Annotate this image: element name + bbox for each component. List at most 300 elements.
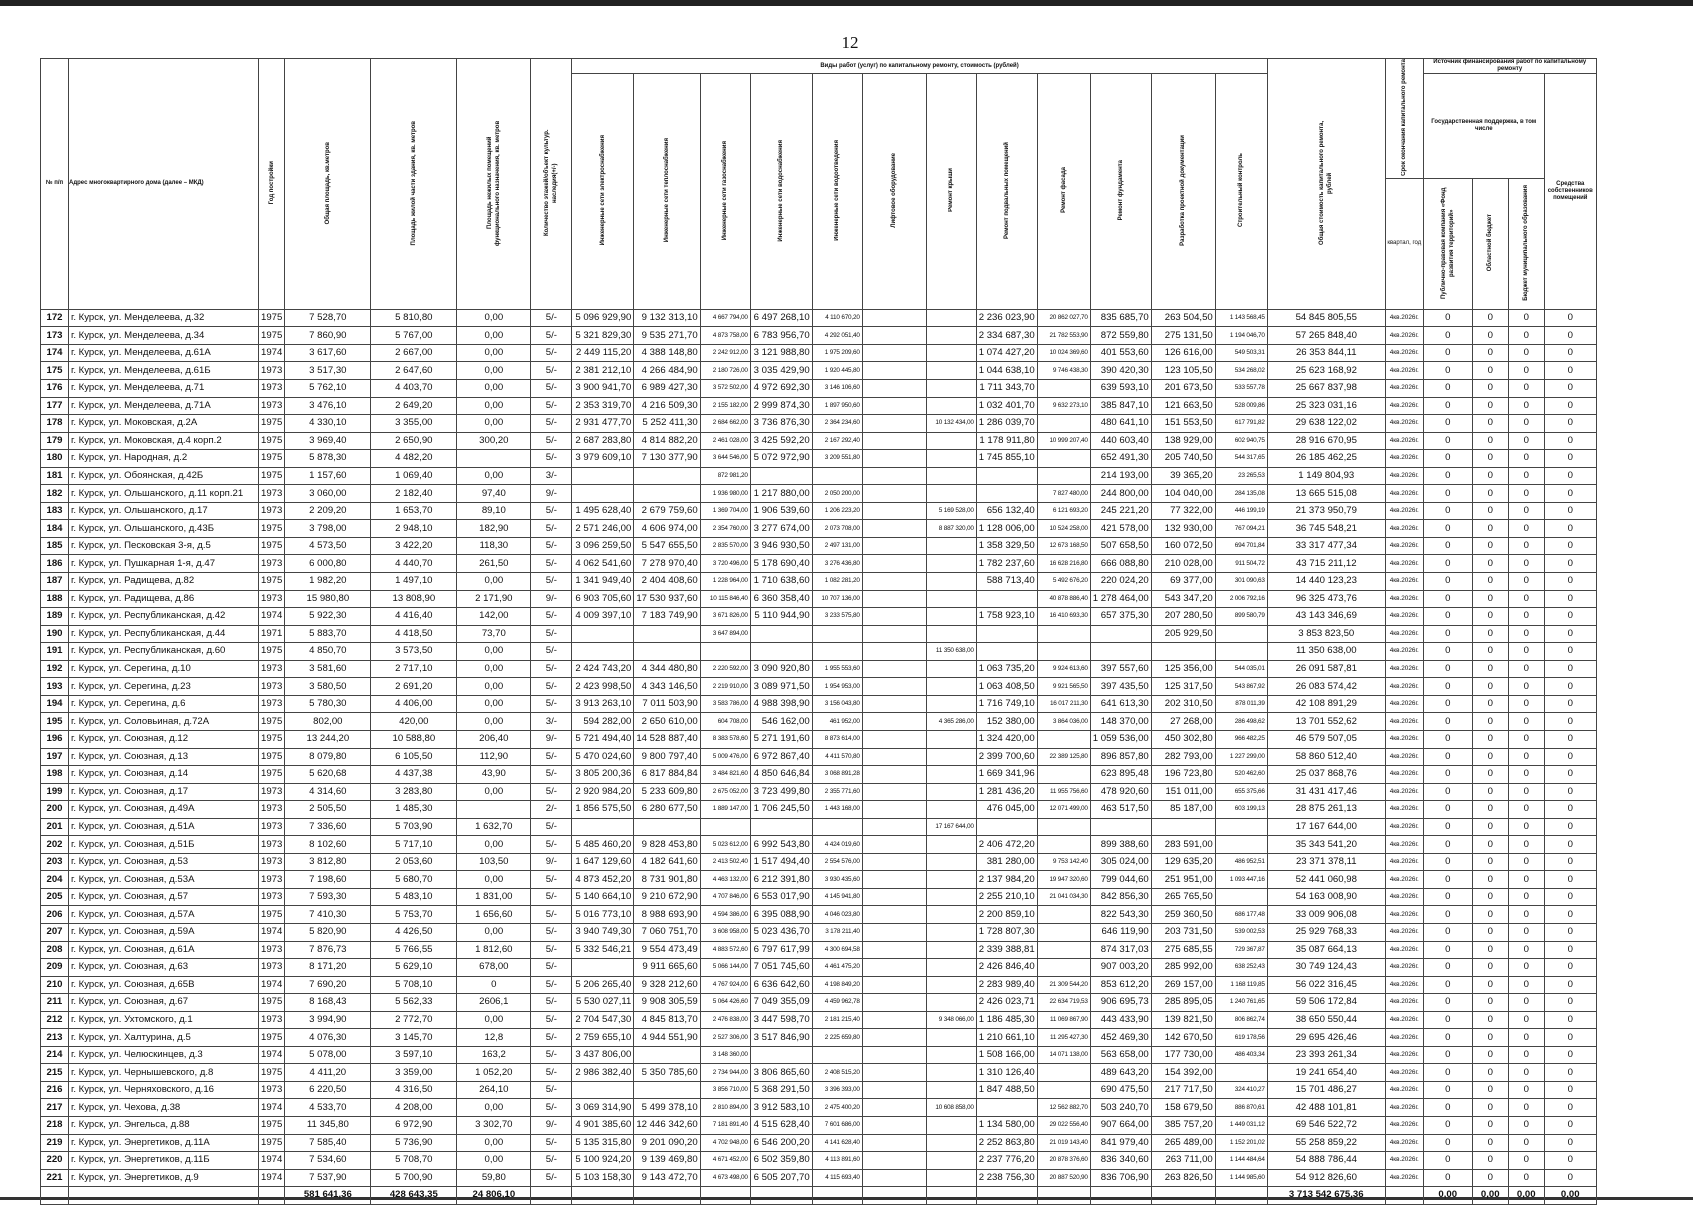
cell-area-nonresidential: 0,00 [457,1099,531,1117]
cell-cost-foundation: 1 059 536,00 [1090,730,1151,748]
cell-area-total: 5 762,10 [285,380,371,398]
cell-deadline: 4кв.2026г. [1385,432,1423,450]
cell-cost-control: 1 194 046,70 [1215,327,1267,345]
cell-cost-water: 4 850 646,84 [750,766,812,784]
cell-address: г. Курск, ул. Радищева, д.82 [69,573,259,591]
cell-cost-lift [862,520,926,538]
cell-address: г. Курск, ул. Энергетиков, д.11А [69,1134,259,1152]
cell-cost-water: 1 706 245,50 [750,801,812,819]
cell-cost-basement: 2 137 984,20 [976,871,1037,889]
cell-year-built: 1975 [259,573,285,591]
cell-cost-control: 1 143 568,45 [1215,309,1267,327]
cell-cost-control: 486 403,34 [1215,1046,1267,1064]
cell-cost-sewer: 4 141 628,40 [812,1134,862,1152]
cell-cost-electric: 3 940 749,30 [572,923,634,941]
cell-cost-control: 966 482,25 [1215,730,1267,748]
cell-cost-basement: 1 134 580,00 [976,1116,1037,1134]
cell-area-nonresidential: 1 812,60 [457,941,531,959]
cell-cost-facade: 21 041 034,30 [1037,888,1090,906]
cell-cost-sewer: 4 198 849,20 [812,976,862,994]
cell-row-number: 184 [41,520,69,538]
cell-cost-total: 25 623 168,92 [1267,362,1385,380]
cell-floors-heritage: 5/- [531,818,572,836]
cell-src-regional: 0 [1472,1152,1508,1170]
cell-cost-water: 4 515 628,40 [750,1116,812,1134]
cell-cost-water: 6 992 543,80 [750,836,812,854]
cell-cost-design: 121 663,50 [1151,397,1215,415]
cell-cost-roof [926,766,976,784]
total-fund: 0,00 [1423,1187,1472,1205]
cell-src-fund: 0 [1423,976,1472,994]
cell-cost-water: 5 110 944,90 [750,608,812,626]
cell-src-fund: 0 [1423,678,1472,696]
cell-cost-total: 33 317 477,34 [1267,537,1385,555]
cell-cost-sewer: 2 497 131,00 [812,537,862,555]
cell-area-residential: 2 649,20 [371,397,457,415]
cell-deadline: 4кв.2026г. [1385,801,1423,819]
table-row [41,450,1597,468]
cell-floors-heritage: 5/- [531,608,572,626]
cell-floors-heritage: 9/- [531,853,572,871]
cell-cost-heating: 4 344 480,80 [634,660,700,678]
cell-cost-lift [862,766,926,784]
cell-area-nonresidential: 103,50 [457,853,531,871]
cell-src-owners: 0 [1544,923,1596,941]
cell-src-municipal: 0 [1508,1152,1544,1170]
cell-deadline: 4кв.2026г. [1385,643,1423,661]
cell-address: г. Курск, ул. Менделеева, д.61А [69,344,259,362]
cell-cost-electric [572,485,634,503]
cell-src-owners: 0 [1544,783,1596,801]
cell-src-regional: 0 [1472,836,1508,854]
cell-area-residential: 5 753,70 [371,906,457,924]
cell-year-built: 1973 [259,380,285,398]
cell-src-fund: 0 [1423,643,1472,661]
cell-area-total: 7 585,40 [285,1134,371,1152]
cell-cost-basement: 1 711 343,70 [976,380,1037,398]
cell-cost-foundation: 421 578,00 [1090,520,1151,538]
cell-cost-total: 17 167 644,00 [1267,818,1385,836]
cell-cost-control: 1 168 119,85 [1215,976,1267,994]
cell-cost-basement: 1 669 341,96 [976,766,1037,784]
cell-cost-lift [862,537,926,555]
cell-cost-basement: 2 334 687,30 [976,327,1037,345]
cell-cost-facade: 10 524 258,00 [1037,520,1090,538]
cell-src-regional: 0 [1472,415,1508,433]
cell-cost-heating: 9 201 090,20 [634,1134,700,1152]
cell-cost-sewer: 2 073 708,00 [812,520,862,538]
cell-cost-foundation: 305 024,00 [1090,853,1151,871]
cell-src-owners: 0 [1544,871,1596,889]
cell-src-fund: 0 [1423,994,1472,1012]
cell-area-total: 7 690,20 [285,976,371,994]
cell-cost-electric: 3 900 941,70 [572,380,634,398]
cell-src-fund: 0 [1423,327,1472,345]
cell-address: г. Курск, ул. Черняховского, д.16 [69,1081,259,1099]
cell-cost-gas: 2 835 570,00 [700,537,750,555]
cell-cost-heating: 9 210 672,90 [634,888,700,906]
cell-cost-total: 23 371 378,11 [1267,853,1385,871]
cell-cost-design: 27 268,00 [1151,713,1215,731]
cell-address: г. Курск, ул. Союзная, д.53А [69,871,259,889]
cell-area-nonresidential: 142,00 [457,608,531,626]
cell-row-number: 187 [41,573,69,591]
cell-src-owners: 0 [1544,467,1596,485]
cell-floors-heritage: 5/- [531,625,572,643]
cell-cost-heating: 9 554 473,49 [634,941,700,959]
cell-address: г. Курск, ул. Союзная, д.51Б [69,836,259,854]
cell-area-total: 5 922,30 [285,608,371,626]
cell-area-total: 6 000,80 [285,555,371,573]
cell-area-total: 4 573,50 [285,537,371,555]
cell-cost-design: 259 360,50 [1151,906,1215,924]
cell-cost-gas: 4 702 948,00 [700,1134,750,1152]
cell-area-total: 7 593,30 [285,888,371,906]
cell-cost-water [750,467,812,485]
cell-cost-foundation: 872 559,80 [1090,327,1151,345]
cell-cost-electric: 594 282,00 [572,713,634,731]
cell-src-regional: 0 [1472,450,1508,468]
cell-area-total: 3 812,80 [285,853,371,871]
cell-src-municipal: 0 [1508,871,1544,889]
cell-row-number: 185 [41,537,69,555]
cell-cost-heating: 7 060 751,70 [634,923,700,941]
table-row [41,467,1597,485]
cell-deadline: 4кв.2026г. [1385,362,1423,380]
cell-src-regional: 0 [1472,397,1508,415]
cell-address: г. Курск, ул. Энергетиков, д.9 [69,1169,259,1187]
cell-cost-sewer: 3 156 043,80 [812,695,862,713]
cell-cost-roof [926,678,976,696]
cell-src-owners: 0 [1544,1169,1596,1187]
cell-deadline: 4кв.2026г. [1385,853,1423,871]
cell-cost-control [1215,836,1267,854]
cell-cost-total: 23 393 261,34 [1267,1046,1385,1064]
cell-cost-roof [926,1134,976,1152]
cell-cost-facade [1037,1081,1090,1099]
cell-cost-sewer: 1 920 445,80 [812,362,862,380]
cell-src-fund: 0 [1423,783,1472,801]
cell-cost-electric: 5 100 924,20 [572,1152,634,1170]
cell-cost-facade: 29 022 556,40 [1037,1116,1090,1134]
cell-cost-basement: 1 310 126,40 [976,1064,1037,1082]
cell-cost-design: 263 711,00 [1151,1152,1215,1170]
cell-cost-basement: 2 238 756,30 [976,1169,1037,1187]
cell-cost-electric: 2 759 655,10 [572,1029,634,1047]
table-header [41,59,1597,310]
cell-area-residential: 5 810,80 [371,309,457,327]
cell-area-residential: 2 772,70 [371,1011,457,1029]
cell-area-residential: 5 483,10 [371,888,457,906]
cell-cost-design: 129 635,20 [1151,853,1215,871]
cell-cost-gas: 2 734 944,00 [700,1064,750,1082]
cell-cost-gas: 5 064 426,60 [700,994,750,1012]
cell-src-regional: 0 [1472,923,1508,941]
cell-floors-heritage: 5/- [531,888,572,906]
cell-address: г. Курск, ул. Радищева, д.86 [69,590,259,608]
cell-cost-facade: 14 071 138,00 [1037,1046,1090,1064]
cell-cost-roof: 8 887 320,00 [926,520,976,538]
cell-src-fund: 0 [1423,730,1472,748]
cell-address: г. Курск, ул. Халтурина, д.5 [69,1029,259,1047]
cell-area-total: 8 171,20 [285,959,371,977]
cell-cost-water [750,643,812,661]
cell-cost-roof [926,573,976,591]
cell-cost-control: 806 862,74 [1215,1011,1267,1029]
cell-cost-foundation: 390 420,30 [1090,362,1151,380]
cell-src-owners: 0 [1544,801,1596,819]
cell-cost-facade: 12 673 168,50 [1037,537,1090,555]
cell-src-regional: 0 [1472,625,1508,643]
cell-area-total: 1 982,20 [285,573,371,591]
cell-src-owners: 0 [1544,590,1596,608]
cell-cost-basement: 1 758 923,10 [976,608,1037,626]
cell-row-number: 183 [41,502,69,520]
cell-src-municipal: 0 [1508,1081,1544,1099]
cell-cost-sewer: 461 952,00 [812,713,862,731]
cell-cost-heating: 4 388 148,80 [634,344,700,362]
cell-cost-lift [862,573,926,591]
table-row [41,959,1597,977]
table-row [41,1064,1597,1082]
cell-deadline: 4кв.2026г. [1385,959,1423,977]
cell-src-regional: 0 [1472,1081,1508,1099]
table-row [41,1099,1597,1117]
header-gas: Инженерные сети газоснабжения [722,140,729,241]
cell-cost-lift [862,906,926,924]
cell-row-number: 201 [41,818,69,836]
cell-src-fund: 0 [1423,1169,1472,1187]
cell-cost-total: 25 037 868,76 [1267,766,1385,784]
cell-cost-basement: 1 032 401,70 [976,397,1037,415]
cell-cost-design: 207 280,50 [1151,608,1215,626]
cell-cost-heating: 7 183 749,90 [634,608,700,626]
cell-deadline: 4кв.2026г. [1385,1099,1423,1117]
cell-area-nonresidential: 0,00 [457,643,531,661]
cell-cost-water: 5 072 972,90 [750,450,812,468]
cell-cost-heating [634,818,700,836]
cell-cost-control: 446 199,19 [1215,502,1267,520]
cell-cost-sewer: 4 145 941,80 [812,888,862,906]
cell-year-built: 1973 [259,871,285,889]
cell-cost-facade: 7 827 480,00 [1037,485,1090,503]
cell-src-fund: 0 [1423,695,1472,713]
cell-floors-heritage: 5/- [531,1099,572,1117]
cell-cost-heating: 9 535 271,70 [634,327,700,345]
cell-src-fund: 0 [1423,608,1472,626]
cell-cost-design: 450 302,80 [1151,730,1215,748]
cell-cost-sewer: 2 475 400,20 [812,1099,862,1117]
cell-floors-heritage: 5/- [531,573,572,591]
table-row [41,573,1597,591]
cell-cost-heating: 2 679 759,60 [634,502,700,520]
cell-cost-gas: 4 673 498,00 [700,1169,750,1187]
cell-cost-foundation: 652 491,30 [1090,450,1151,468]
cell-row-number: 189 [41,608,69,626]
cell-cost-heating [634,485,700,503]
cell-cost-heating [634,1081,700,1099]
table-row [41,590,1597,608]
cell-floors-heritage: 5/- [531,309,572,327]
cell-src-municipal: 0 [1508,397,1544,415]
cell-address: г. Курск, ул. Серегина, д.6 [69,695,259,713]
cell-cost-gas: 10 115 846,40 [700,590,750,608]
cell-src-regional: 0 [1472,1134,1508,1152]
table-row [41,362,1597,380]
cell-cost-total: 57 265 848,40 [1267,327,1385,345]
cell-area-nonresidential: 264,10 [457,1081,531,1099]
cell-cost-water: 1 517 494,40 [750,853,812,871]
cell-row-number: 203 [41,853,69,871]
cell-cost-electric: 3 805 200,36 [572,766,634,784]
cell-src-owners: 0 [1544,959,1596,977]
cell-area-nonresidential: 118,30 [457,537,531,555]
cell-row-number: 176 [41,380,69,398]
cell-area-total: 4 850,70 [285,643,371,661]
cell-src-municipal: 0 [1508,432,1544,450]
cell-area-residential: 3 355,00 [371,415,457,433]
cell-area-nonresidential: 0,00 [457,380,531,398]
cell-cost-facade: 10 999 207,40 [1037,432,1090,450]
cell-cost-design: 285 992,00 [1151,959,1215,977]
cell-cost-total: 28 875 261,13 [1267,801,1385,819]
cell-address: г. Курск, ул. Республиканская, д.42 [69,608,259,626]
cell-cost-water: 3 121 988,80 [750,344,812,362]
cell-src-municipal: 0 [1508,502,1544,520]
cell-row-number: 208 [41,941,69,959]
cell-cost-control [1215,625,1267,643]
cell-cost-basement: 1 728 807,30 [976,923,1037,941]
cell-cost-facade: 21 782 553,90 [1037,327,1090,345]
cell-deadline: 4кв.2026г. [1385,502,1423,520]
cell-cost-electric: 2 986 382,40 [572,1064,634,1082]
cell-src-municipal: 0 [1508,906,1544,924]
cell-area-total: 3 798,00 [285,520,371,538]
cell-address: г. Курск, ул. Союзная, д.17 [69,783,259,801]
cell-cost-foundation: 907 003,20 [1090,959,1151,977]
cell-src-fund: 0 [1423,748,1472,766]
cell-area-total: 5 078,00 [285,1046,371,1064]
cell-src-municipal: 0 [1508,415,1544,433]
cell-src-owners: 0 [1544,1152,1596,1170]
cell-cost-control: 1 240 761,65 [1215,994,1267,1012]
cell-area-total: 8 079,80 [285,748,371,766]
cell-cost-facade [1037,766,1090,784]
cell-cost-facade: 16 017 211,30 [1037,695,1090,713]
cell-deadline: 4кв.2026г. [1385,976,1423,994]
cell-cost-water: 6 553 017,90 [750,888,812,906]
cell-area-residential: 4 426,50 [371,923,457,941]
cell-cost-electric: 1 341 949,40 [572,573,634,591]
table-row [41,537,1597,555]
cell-cost-heating: 7 011 503,90 [634,695,700,713]
cell-src-regional: 0 [1472,608,1508,626]
cell-year-built: 1974 [259,923,285,941]
cell-area-residential: 2 650,90 [371,432,457,450]
cell-address: г. Курск, ул. Народная, д.2 [69,450,259,468]
cell-address: г. Курск, ул. Союзная, д.57А [69,906,259,924]
cell-year-built: 1975 [259,520,285,538]
cell-src-regional: 0 [1472,643,1508,661]
cell-cost-design: 177 730,00 [1151,1046,1215,1064]
cell-cost-design: 543 347,20 [1151,590,1215,608]
cell-cost-total: 28 916 670,95 [1267,432,1385,450]
cell-deadline: 4кв.2026г. [1385,994,1423,1012]
cell-cost-foundation: 489 643,20 [1090,1064,1151,1082]
cell-src-owners: 0 [1544,309,1596,327]
cell-floors-heritage: 5/- [531,1046,572,1064]
cell-cost-lift [862,871,926,889]
cell-cost-control: 1 449 031,12 [1215,1116,1267,1134]
cell-cost-heating [634,1046,700,1064]
cell-floors-heritage: 5/- [531,1169,572,1187]
cell-cost-gas: 8 383 578,60 [700,730,750,748]
header-source-group: Источник финансирования работ по капитальному ремонту [1423,59,1596,74]
cell-cost-heating [634,467,700,485]
cell-cost-electric: 5 103 158,30 [572,1169,634,1187]
cell-cost-facade: 19 947 320,60 [1037,871,1090,889]
cell-year-built: 1973 [259,695,285,713]
table-row [41,941,1597,959]
cell-cost-gas: 3 572 502,00 [700,380,750,398]
cell-cost-design: 202 310,50 [1151,695,1215,713]
cell-cost-roof: 17 167 644,00 [926,818,976,836]
cell-cost-foundation: 480 641,10 [1090,415,1151,433]
cell-cost-water: 3 090 920,80 [750,660,812,678]
cell-src-fund: 0 [1423,450,1472,468]
table-row [41,923,1597,941]
cell-cost-control: 1 144 484,64 [1215,1152,1267,1170]
cell-deadline: 4кв.2026г. [1385,836,1423,854]
cell-src-regional: 0 [1472,871,1508,889]
cell-cost-foundation: 853 612,20 [1090,976,1151,994]
cell-deadline: 4кв.2026г. [1385,450,1423,468]
cell-src-fund: 0 [1423,906,1472,924]
header-owners: Средства собственников помещений [1544,74,1596,310]
cell-cost-foundation: 836 340,60 [1090,1152,1151,1170]
cell-address: г. Курск, ул. Республиканская, д.60 [69,643,259,661]
cell-year-built: 1974 [259,1099,285,1117]
cell-cost-gas: 5 009 476,00 [700,748,750,766]
cell-src-owners: 0 [1544,520,1596,538]
cell-cost-electric: 2 381 212,10 [572,362,634,380]
cell-cost-sewer: 10 707 136,00 [812,590,862,608]
cell-cost-heating [634,625,700,643]
cell-cost-foundation: 874 317,03 [1090,941,1151,959]
header-facade: Ремонт фасада [1060,167,1067,214]
cell-src-fund: 0 [1423,362,1472,380]
cell-cost-basement: 588 713,40 [976,573,1037,591]
cell-cost-lift [862,643,926,661]
cell-cost-foundation: 397 557,60 [1090,660,1151,678]
cell-area-nonresidential: 0,00 [457,1134,531,1152]
header-basement: Ремонт подвальных помещений [1003,141,1010,239]
cell-src-municipal: 0 [1508,573,1544,591]
cell-cost-total: 26 353 844,11 [1267,344,1385,362]
cell-area-residential: 2 647,60 [371,362,457,380]
cell-cost-electric [572,818,634,836]
cell-cost-facade: 9 632 273,10 [1037,397,1090,415]
cell-cost-roof [926,660,976,678]
cell-cost-total: 54 912 826,60 [1267,1169,1385,1187]
cell-cost-lift [862,1116,926,1134]
cell-cost-basement: 152 380,00 [976,713,1037,731]
cell-src-municipal: 0 [1508,537,1544,555]
cell-src-regional: 0 [1472,432,1508,450]
cell-cost-total: 42 108 891,29 [1267,695,1385,713]
cell-row-number: 214 [41,1046,69,1064]
cell-cost-control: 886 870,61 [1215,1099,1267,1117]
